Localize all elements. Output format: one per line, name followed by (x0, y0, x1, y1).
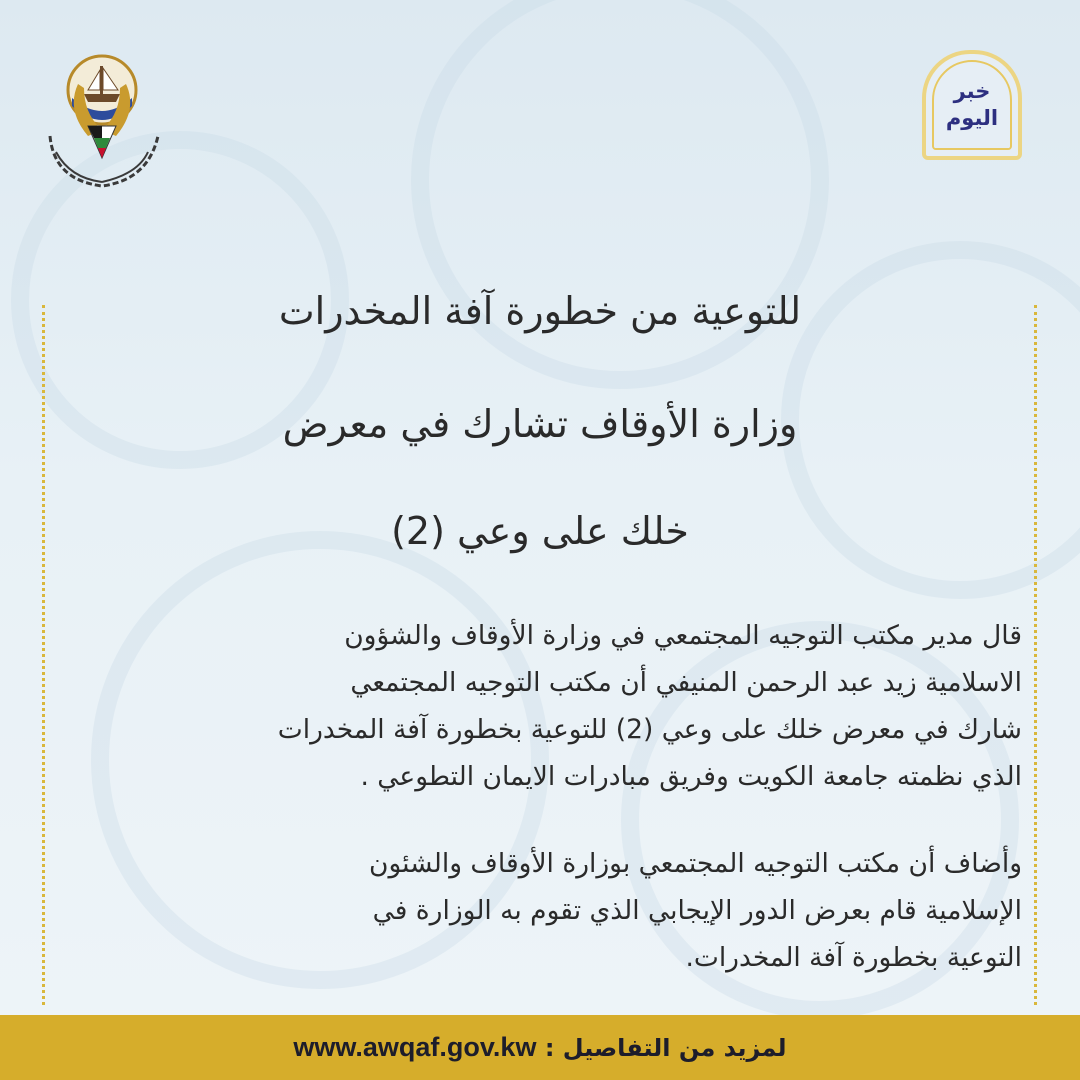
body-paragraph-1 (62, 612, 1022, 800)
paragraph-1-line: شارك في معرض خلك على وعي (2) للتوعية بخطورة آفة المخدرات (277, 714, 1022, 745)
paragraph-1-line: قال مدير مكتب التوجيه المجتمعي في وزارة الأوقاف والشؤون (344, 620, 1022, 651)
footer-content (293, 1032, 786, 1063)
website-link[interactable]: www.awqaf.gov.kw (293, 1032, 537, 1062)
paragraph-1-line: الذي نظمته جامعة الكويت وفريق مبادرات الايمان التطوعي . (360, 761, 1022, 792)
left-dotted-rule (42, 305, 45, 1005)
headline-line-2: وزارة الأوقاف تشارك في معرض (282, 402, 798, 446)
badge-frame (932, 60, 1012, 150)
paragraph-1-line: الاسلامية زيد عبد الرحمن المنيفي أن مكتب التوجيه المجتمعي (350, 667, 1022, 698)
footer-bar (0, 1015, 1080, 1080)
paragraph-2-line: التوعية بخطورة آفة المخدرات. (685, 942, 1022, 973)
ministry-emblem-logo (40, 40, 170, 190)
headline-line-3: خلك على وعي (2) (391, 509, 689, 553)
right-dotted-rule (1034, 305, 1037, 1005)
badge-line-1: خبر (953, 79, 991, 103)
footer-label: لمزيد من التفاصيل : (544, 1034, 787, 1062)
badge-line-2: اليوم (945, 106, 999, 130)
paragraph-2-line: وأضاف أن مكتب التوجيه المجتمعي بوزارة الأوقاف والشئون (368, 848, 1022, 879)
body-paragraph-2 (62, 840, 1022, 981)
paragraph-2-line: الإسلامية قام بعرض الدور الإيجابي الذي تقوم به الوزارة في (372, 895, 1022, 926)
headline-line-1: للتوعية من خطورة آفة المخدرات (278, 289, 802, 333)
news-of-the-day-badge (922, 50, 1022, 160)
